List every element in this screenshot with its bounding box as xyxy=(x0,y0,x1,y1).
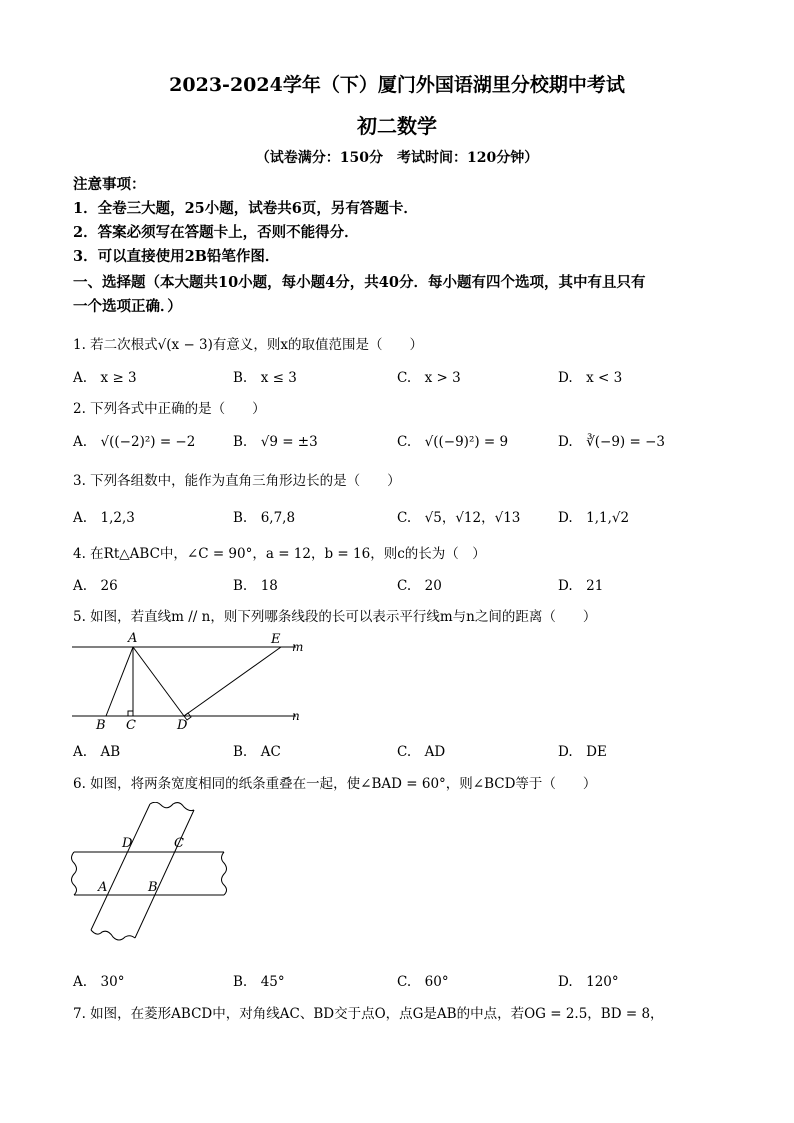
q4-option-a: A. 26 xyxy=(73,578,118,594)
q2-option-c: C. √((−9)²) = 9 xyxy=(397,434,509,450)
q1-option-b: B. x ≤ 3 xyxy=(233,370,297,386)
question-3: 3. 下列各组数中，能作为直角三角形边长的是（ ） xyxy=(73,473,401,489)
note-item-1: 1．全卷三大题，25小题，试卷共6页，另有答题卡． xyxy=(73,200,418,217)
q3-option-c: C. √5，√12，√13 xyxy=(397,510,521,526)
q3-option-d: D. 1,1,√2 xyxy=(558,510,630,526)
question-4: 4. 在Rt△ABC中，∠C = 90°，a = 12，b = 16，则c的长为（ ） xyxy=(73,546,486,562)
q4-option-b: B. 18 xyxy=(233,578,278,594)
fig6-label-d: D xyxy=(122,836,133,851)
q3-option-a: A. 1,2,3 xyxy=(73,510,135,526)
fig5-label-d: D xyxy=(177,718,188,733)
fig6-label-a: A xyxy=(98,880,108,895)
q5-option-c: C. AD xyxy=(397,744,446,760)
q5-option-b: B. AC xyxy=(233,744,281,760)
q2-option-a: A. √((−2)²) = −2 xyxy=(73,434,196,450)
question-6: 6. 如图，将两条宽度相同的纸条重叠在一起，使∠BAD = 60°，则∠BCD等于（ ） xyxy=(73,776,597,792)
fig5-label-n: n xyxy=(292,709,300,723)
fig5-label-a: A xyxy=(128,631,138,646)
notes-heading: 注意事项： xyxy=(73,176,146,193)
q2-option-d: D. ∛(−9) = −3 xyxy=(558,434,665,450)
q4-option-d: D. 21 xyxy=(558,578,604,594)
q6-option-a: A. 30° xyxy=(73,974,125,990)
section-heading-line2: 一个选项正确．） xyxy=(73,298,182,315)
question-7: 7. 如图，在菱形ABCD中，对角线AC、BD交于点O，点G是AB的中点，若OG = 2.5，BD = 8， xyxy=(73,1006,664,1022)
fig6-label-b: B xyxy=(148,880,158,895)
question-2: 2. 下列各式中正确的是（ ） xyxy=(73,401,266,417)
fig5-label-e: E xyxy=(271,632,281,647)
question-1: 1. 若二次根式√(x − 3)有意义，则x的取值范围是（ ） xyxy=(73,337,424,353)
q6-option-b: B. 45° xyxy=(233,974,285,990)
q6-option-d: D. 120° xyxy=(558,974,619,990)
q6-option-c: C. 60° xyxy=(397,974,449,990)
figure-5-parallel-lines xyxy=(70,628,310,736)
q5-option-a: A. AB xyxy=(73,744,121,760)
q1-option-c: C. x > 3 xyxy=(397,370,461,386)
q2-option-b: B. √9 = ±3 xyxy=(233,434,318,450)
exam-title: 2023-2024学年（下）厦门外国语湖里分校期中考试 xyxy=(169,74,625,96)
figure-6-paper-strips xyxy=(68,802,238,960)
q1-option-a: A. x ≥ 3 xyxy=(73,370,137,386)
q5-option-d: D. DE xyxy=(558,744,607,760)
exam-info: （试卷满分：150分 考试时间：120分钟） xyxy=(255,150,539,166)
fig5-label-b: B xyxy=(96,718,106,733)
exam-subject: 初二数学 xyxy=(357,114,437,138)
q1-option-d: D. x < 3 xyxy=(558,370,623,386)
fig5-label-c: C xyxy=(126,718,136,733)
note-item-2: 2．答案必须写在答题卡上，否则不能得分． xyxy=(73,224,359,241)
section-heading-line1: 一、选择题（本大题共10小题，每小题4分，共40分．每小题有四个选项，其中有且只有 xyxy=(73,274,646,291)
q4-option-c: C. 20 xyxy=(397,578,442,594)
q3-option-b: B. 6,7,8 xyxy=(233,510,296,526)
question-5: 5. 如图，若直线m // n，则下列哪条线段的长可以表示平行线m与n之间的距离（ ） xyxy=(73,609,597,625)
fig6-label-c: C xyxy=(174,836,184,851)
fig5-label-m: m xyxy=(292,640,304,654)
note-item-3: 3．可以直接使用2B铅笔作图． xyxy=(73,248,280,265)
